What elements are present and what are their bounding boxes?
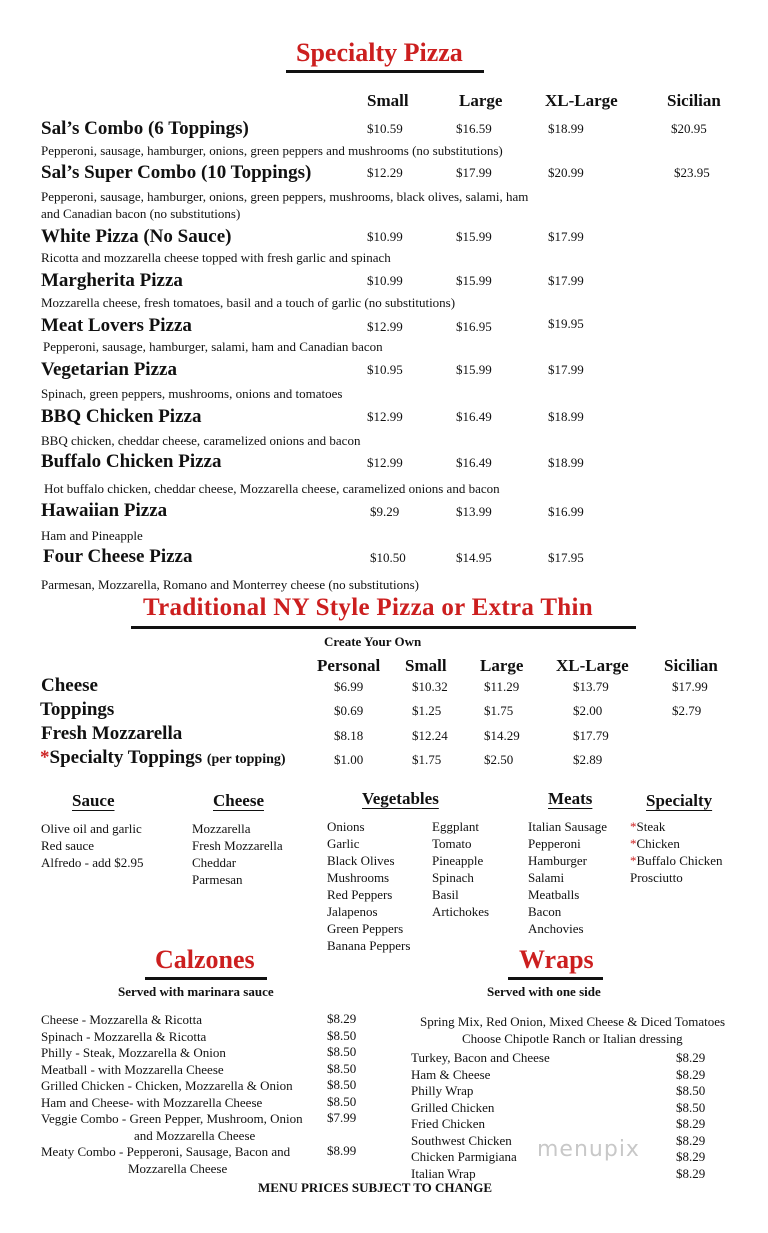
specialty-item-desc: Parmesan, Mozzarella, Romano and Monterrey cheese (no substitutions) bbox=[41, 577, 419, 592]
calzones-prices bbox=[327, 1011, 356, 1160]
price-xl: $16.99 bbox=[548, 504, 584, 519]
specialty-item-desc-cont: and Canadian bacon (no substitutions) bbox=[41, 206, 241, 221]
list-item: Onions bbox=[327, 819, 365, 834]
trad-row-note: (per topping) bbox=[206, 752, 286, 767]
list-item: Eggplant bbox=[432, 819, 479, 834]
list-item: Green Peppers bbox=[327, 921, 404, 936]
list-item: Bacon bbox=[528, 904, 562, 919]
asterisk: * bbox=[630, 836, 637, 851]
trad-col-small: Small bbox=[405, 656, 447, 675]
list-item: Pineapple bbox=[432, 853, 484, 868]
price-large: $15.99 bbox=[456, 362, 492, 377]
price-small: $10.95 bbox=[367, 362, 403, 377]
price-small: $9.29 bbox=[370, 504, 400, 519]
price-large: $16.49 bbox=[456, 455, 492, 470]
price-large: $16.49 bbox=[456, 409, 492, 424]
price-sicilian: $2.79 bbox=[672, 703, 702, 718]
list-item: Garlic bbox=[327, 836, 360, 851]
specialty-item-name: White Pizza (No Sauce) bbox=[41, 226, 232, 247]
price-large: $17.99 bbox=[456, 165, 492, 180]
list-item: Spinach - Mozzarella & Ricotta bbox=[41, 1028, 207, 1044]
price-small: $12.99 bbox=[367, 455, 403, 470]
specialty-item-name: Buffalo Chicken Pizza bbox=[41, 451, 222, 472]
price: $8.99 bbox=[327, 1143, 357, 1158]
price-xl: $18.99 bbox=[548, 121, 584, 136]
price-xl: $17.79 bbox=[573, 728, 609, 743]
specialty-item-name: Vegetarian Pizza bbox=[41, 359, 177, 380]
list-item: Meatball - with Mozzarella Cheese bbox=[41, 1061, 224, 1077]
specialty-item-desc: Pepperoni, sausage, hamburger, salami, ham and Canadian bacon bbox=[43, 339, 383, 354]
price-xl: $2.00 bbox=[573, 703, 603, 718]
specialty-title: Specialty Pizza bbox=[296, 38, 463, 67]
price-large: $16.59 bbox=[456, 121, 492, 136]
price-small: $12.99 bbox=[367, 319, 403, 334]
list-item: Black Olives bbox=[327, 853, 395, 868]
asterisk: * bbox=[630, 819, 637, 834]
list-item: Salami bbox=[528, 870, 565, 885]
list-item: Veggie Combo - Green Pepper, Mushroom, Onion bbox=[41, 1111, 303, 1126]
list-item: Southwest Chicken bbox=[411, 1132, 512, 1148]
price-xl: $2.89 bbox=[573, 752, 603, 767]
specialty-toppings-list bbox=[630, 818, 723, 886]
list-item: Spinach bbox=[432, 870, 474, 885]
specialty-item-name: Four Cheese Pizza bbox=[43, 546, 193, 567]
list-item: Philly - Steak, Mozzarella & Onion bbox=[41, 1045, 226, 1060]
price: $8.29 bbox=[327, 1011, 357, 1026]
cheese-list bbox=[192, 820, 283, 888]
price-xl: $20.99 bbox=[548, 165, 584, 180]
list-item: Banana Peppers bbox=[327, 938, 411, 953]
price-small: $12.99 bbox=[367, 409, 403, 424]
list-item: Parmesan bbox=[192, 872, 243, 887]
list-item: *Steak bbox=[630, 819, 666, 834]
list-item: Meatballs bbox=[528, 887, 580, 902]
calzones-subtitle: Served with marinara sauce bbox=[118, 984, 274, 999]
price-large: $13.99 bbox=[456, 504, 492, 519]
specialty-col-xl: XL-Large bbox=[545, 91, 618, 110]
price-small: $10.32 bbox=[412, 679, 448, 694]
calzones-title-rule bbox=[145, 977, 267, 980]
traditional-title-rule bbox=[131, 626, 636, 629]
price-xl: $17.99 bbox=[548, 229, 584, 244]
specialty-item-desc: Ricotta and mozzarella cheese topped with fresh garlic and spinach bbox=[41, 250, 391, 265]
specialty-col-sicilian: Sicilian bbox=[667, 91, 721, 110]
list-item: Cheese - Mozzarella & Ricotta bbox=[41, 1012, 202, 1027]
list-item: Mozzarella bbox=[192, 821, 251, 836]
price: $8.29 bbox=[676, 1116, 706, 1131]
list-item: Meaty Combo - Pepperoni, Sausage, Bacon and bbox=[41, 1144, 291, 1159]
vegetables-list-2 bbox=[432, 818, 489, 920]
specialty-item-desc: Mozzarella cheese, fresh tomatoes, basil and a touch of garlic (no substitutions) bbox=[41, 295, 456, 310]
list-item-cont: and Mozzarella Cheese bbox=[134, 1127, 256, 1143]
price-large: $15.99 bbox=[456, 229, 492, 244]
specialty-col-small: Small bbox=[367, 91, 409, 110]
meats-list bbox=[528, 818, 607, 937]
price: $8.50 bbox=[676, 1083, 706, 1098]
calzones-list bbox=[41, 1012, 303, 1177]
list-item: Prosciutto bbox=[630, 870, 683, 885]
list-item: Mushrooms bbox=[327, 870, 390, 885]
list-item: Red Peppers bbox=[327, 887, 393, 902]
trad-row-name: Specialty Toppings bbox=[49, 747, 203, 768]
list-item: Jalapenos bbox=[327, 904, 378, 919]
price: $7.99 bbox=[327, 1110, 357, 1125]
trad-col-xl: XL-Large bbox=[556, 656, 629, 675]
price: $8.50 bbox=[327, 1060, 357, 1076]
wraps-prices bbox=[676, 1050, 705, 1182]
list-item: Basil bbox=[432, 887, 459, 902]
list-item: Pepperoni bbox=[528, 836, 581, 851]
price-large: $16.95 bbox=[456, 319, 492, 334]
price: $8.50 bbox=[327, 1077, 357, 1092]
price: $8.29 bbox=[676, 1066, 706, 1082]
price-small: $1.75 bbox=[412, 752, 442, 767]
price-personal: $8.18 bbox=[334, 728, 364, 743]
cheese-header: Cheese bbox=[213, 791, 264, 810]
vegetables-list-1 bbox=[327, 818, 410, 954]
price-small: $10.99 bbox=[367, 229, 403, 244]
trad-col-personal: Personal bbox=[317, 656, 381, 675]
specialty-item-desc: Spinach, green peppers, mushrooms, onions and tomatoes bbox=[41, 386, 343, 401]
traditional-subtitle: Create Your Own bbox=[324, 634, 422, 649]
price-xl: $17.99 bbox=[548, 362, 584, 377]
price-large: $2.50 bbox=[484, 752, 514, 767]
trad-col-sicilian: Sicilian bbox=[664, 656, 718, 675]
price-personal: $6.99 bbox=[334, 679, 364, 694]
wraps-title-rule bbox=[508, 977, 603, 980]
price: $8.29 bbox=[676, 1050, 706, 1065]
specialty-col-large: Large bbox=[459, 91, 503, 110]
list-item: Fried Chicken bbox=[411, 1116, 486, 1131]
meats-header: Meats bbox=[548, 789, 593, 808]
price-xl: $19.95 bbox=[548, 316, 584, 331]
list-item: Ham & Cheese bbox=[411, 1066, 491, 1082]
vegetables-header: Vegetables bbox=[362, 789, 439, 808]
list-item: Tomato bbox=[432, 836, 472, 851]
wraps-note-2: Choose Chipotle Ranch or Italian dressing bbox=[462, 1031, 683, 1046]
price: $8.29 bbox=[676, 1132, 706, 1148]
list-item: Grilled Chicken - Chicken, Mozzarella & Onion bbox=[41, 1078, 293, 1093]
price-personal: $1.00 bbox=[334, 752, 364, 767]
specialty-toppings-header: Specialty bbox=[646, 791, 713, 810]
price-small: $10.59 bbox=[367, 121, 403, 136]
specialty-item-name: Margherita Pizza bbox=[41, 270, 183, 291]
traditional-title: Traditional NY Style Pizza or Extra Thin bbox=[143, 594, 593, 621]
specialty-item-name: BBQ Chicken Pizza bbox=[41, 406, 202, 427]
list-item: Ham and Cheese- with Mozzarella Cheese bbox=[41, 1094, 263, 1110]
specialty-item-name: Meat Lovers Pizza bbox=[41, 315, 192, 336]
specialty-title-rule bbox=[286, 70, 484, 73]
wraps-subtitle: Served with one side bbox=[487, 984, 601, 999]
trad-col-large: Large bbox=[480, 656, 524, 675]
list-item: Olive oil and garlic bbox=[41, 821, 142, 836]
list-item: Cheddar bbox=[192, 855, 237, 870]
price-personal: $0.69 bbox=[334, 703, 364, 718]
price-small: $10.50 bbox=[370, 550, 406, 565]
price: $8.29 bbox=[676, 1149, 706, 1164]
specialty-item-desc: Ham and Pineapple bbox=[41, 528, 143, 543]
specialty-item-name: Hawaiian Pizza bbox=[41, 500, 168, 521]
wraps-title: Wraps bbox=[519, 945, 594, 974]
specialty-item-desc: Hot buffalo chicken, cheddar cheese, Mozzarella cheese, caramelized onions and bacon bbox=[44, 481, 500, 496]
list-item: Turkey, Bacon and Cheese bbox=[411, 1050, 550, 1065]
price-sicilian: $20.95 bbox=[671, 121, 707, 136]
price: $8.50 bbox=[327, 1027, 357, 1043]
price-xl: $17.99 bbox=[548, 273, 584, 288]
price-small: $12.29 bbox=[367, 165, 403, 180]
list-item-cont: Mozzarella Cheese bbox=[128, 1160, 228, 1176]
price: $8.29 bbox=[676, 1165, 706, 1181]
list-item: Anchovies bbox=[528, 921, 584, 936]
specialty-item-name: Sal’s Super Combo (10 Toppings) bbox=[41, 162, 312, 183]
price: $8.50 bbox=[676, 1099, 706, 1115]
list-item: Red sauce bbox=[41, 838, 95, 853]
specialty-item-desc: Pepperoni, sausage, hamburger, onions, green peppers and mushrooms (no substitutions) bbox=[41, 143, 503, 158]
price: $8.50 bbox=[327, 1044, 357, 1059]
list-item: Fresh Mozzarella bbox=[192, 838, 283, 853]
asterisk: * bbox=[40, 747, 50, 768]
trad-row-name: Toppings bbox=[40, 699, 115, 720]
specialty-item-desc: BBQ chicken, cheddar cheese, caramelized onions and bacon bbox=[41, 433, 361, 448]
price-large: $11.29 bbox=[484, 679, 520, 694]
price-large: $15.99 bbox=[456, 273, 492, 288]
price-xl: $18.99 bbox=[548, 455, 584, 470]
list-item: Alfredo - add $2.95 bbox=[41, 855, 144, 870]
menupix-watermark: menupix bbox=[537, 1137, 640, 1162]
price-small: $1.25 bbox=[412, 703, 442, 718]
price-xl: $18.99 bbox=[548, 409, 584, 424]
list-item: Italian Wrap bbox=[411, 1165, 476, 1181]
wraps-note-1: Spring Mix, Red Onion, Mixed Cheese & Diced Tomatoes bbox=[420, 1014, 726, 1029]
sauce-header: Sauce bbox=[72, 791, 115, 810]
price-large: $14.95 bbox=[456, 550, 492, 565]
list-item: Philly Wrap bbox=[411, 1083, 474, 1098]
price-small: $10.99 bbox=[367, 273, 403, 288]
price-sicilian: $17.99 bbox=[672, 679, 708, 694]
price-large: $1.75 bbox=[484, 703, 514, 718]
price: $8.50 bbox=[327, 1093, 357, 1109]
list-item: *Chicken bbox=[630, 836, 680, 851]
list-item: Artichokes bbox=[432, 904, 490, 919]
specialty-item-name: Sal’s Combo (6 Toppings) bbox=[41, 118, 249, 139]
specialty-item-desc: Pepperoni, sausage, hamburger, onions, green peppers, mushrooms, black olives, salami, ham bbox=[41, 189, 529, 204]
price-large: $14.29 bbox=[484, 728, 520, 743]
sauce-list bbox=[41, 820, 144, 871]
list-item: Italian Sausage bbox=[528, 819, 608, 834]
list-item: *Buffalo Chicken bbox=[630, 853, 723, 868]
trad-row-name: Fresh Mozzarella bbox=[41, 723, 183, 744]
asterisk: * bbox=[630, 853, 637, 868]
list-item: Chicken Parmigiana bbox=[411, 1149, 517, 1164]
list-item: Hamburger bbox=[528, 853, 587, 868]
price-small: $12.24 bbox=[412, 728, 448, 743]
trad-row-name: Cheese bbox=[41, 675, 98, 696]
price-sicilian: $23.95 bbox=[674, 165, 710, 180]
footer-notice: MENU PRICES SUBJECT TO CHANGE bbox=[258, 1180, 493, 1195]
wraps-list bbox=[411, 1050, 550, 1182]
list-item: Grilled Chicken bbox=[411, 1099, 495, 1115]
price-xl: $17.95 bbox=[548, 550, 584, 565]
calzones-title: Calzones bbox=[155, 945, 255, 974]
trad-row-specialty-toppings bbox=[40, 747, 286, 769]
price-xl: $13.79 bbox=[573, 679, 609, 694]
